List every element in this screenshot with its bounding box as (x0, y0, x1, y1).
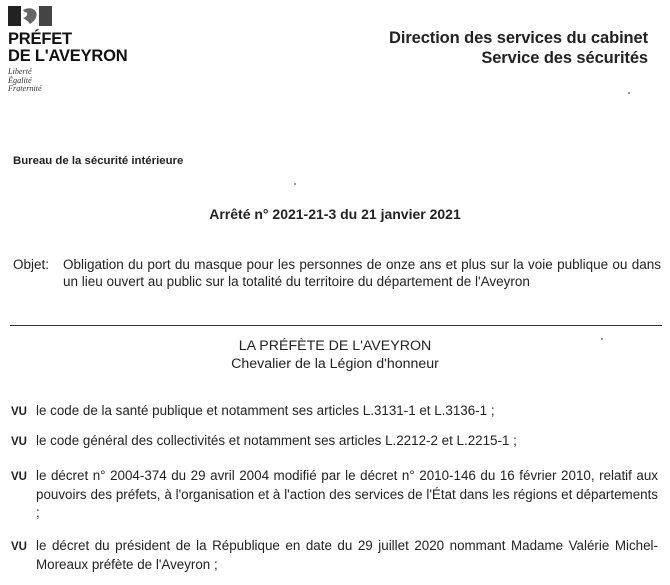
vu-label: VU (11, 471, 27, 483)
prefecture-logo (8, 6, 148, 94)
vu-label: VU (11, 541, 27, 553)
vu-label: VU (11, 406, 27, 418)
scan-speck (294, 183, 296, 185)
vu-text: le code de la santé publique et notamment ses articles L.3131-1 et L.3136-1 ; (36, 403, 495, 418)
issuing-service (389, 28, 648, 68)
service-title: Service des sécurités (481, 49, 648, 67)
vu-text: le décret n° 2004-374 du 29 avril 2004 modifié par le décret n° 2010-146 du 16 février 2010, relatif aux pouvoirs des préfets, à l'organisation et à l'action des services de l'État dans les régions et départements ; (36, 468, 658, 520)
vu-text: le décret du président de la République en date du 29 juillet 2020 nommant Madame Valérie Michel-Moreaux préfète de l'Aveyron ; (36, 538, 658, 572)
vu-label: VU (11, 436, 27, 448)
objet-label: Objet: (13, 257, 50, 272)
arrete-title: Arrêté n° 2021-21-3 du 21 janvier 2021 (209, 206, 461, 222)
authority-distinction: Chevalier de la Légion d'honneur (231, 356, 439, 372)
scan-speck (628, 92, 630, 94)
objet-text: Obligation du port du masque pour les personnes de onze ans et plus sur la voie publique ou dans un lieu ouvert au public sur la totalité du territoire du département de l'Aveyron (63, 257, 661, 289)
bureau-name: Bureau de la sécurité intérieure (13, 155, 184, 167)
scan-speck (601, 338, 603, 340)
direction-title: Direction des services du cabinet (389, 29, 648, 47)
logo-title-line2: DE L'AVEYRON (8, 47, 128, 65)
logo-title-line1: PRÉFET (8, 30, 72, 48)
authority-title: LA PRÉFÈTE DE L'AVEYRON (238, 338, 432, 354)
marianne-logo-icon (8, 6, 52, 26)
horizontal-divider (10, 325, 662, 326)
motto-liberte: Liberté (8, 67, 32, 76)
vu-text: le code général des collectivités et notamment ses articles L.2212-2 et L.2215-1 ; (36, 433, 517, 448)
motto-egalite: Égalité (8, 75, 32, 85)
motto-fraternite: Fraternité (8, 84, 42, 94)
authority-block (0, 337, 670, 373)
